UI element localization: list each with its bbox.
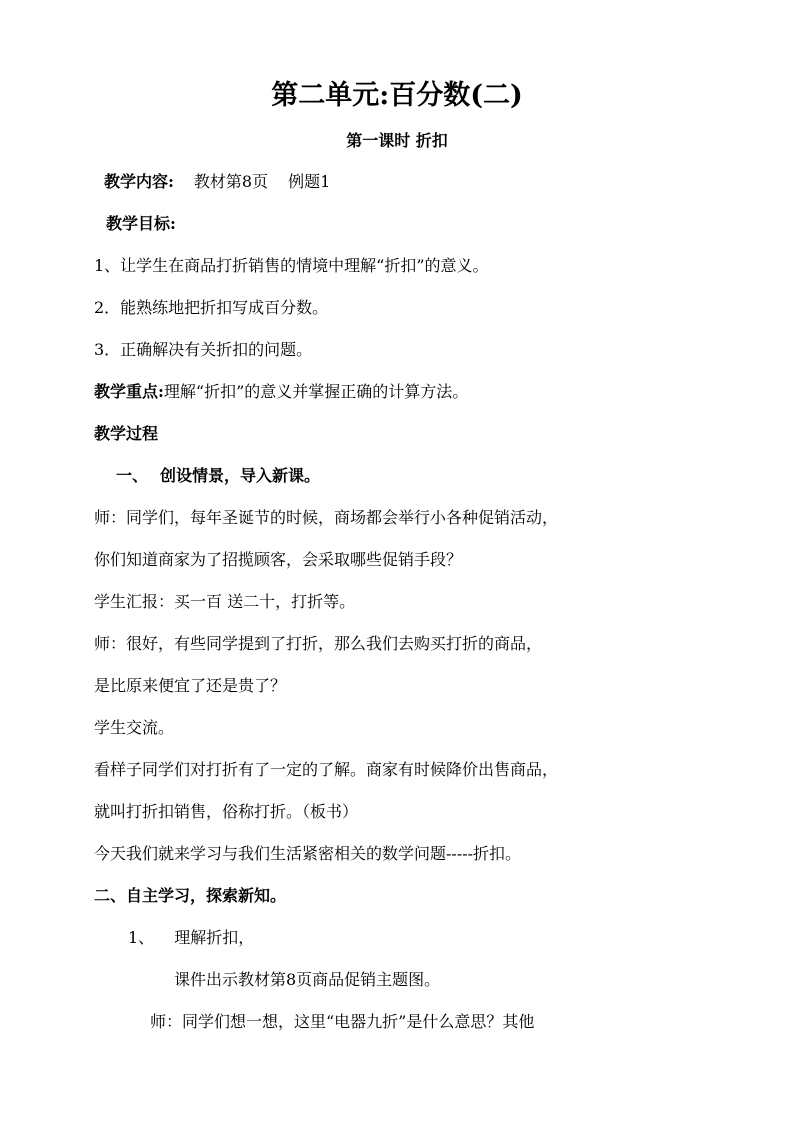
section1-title: 创设情景，导入新课。 xyxy=(160,466,321,485)
lesson-subtitle: 第一课时 折扣 xyxy=(346,131,448,150)
key-point-text: 理解“折扣”的意义并掌握正确的计算方法。 xyxy=(163,382,469,401)
paragraph: 是比原来便宜了还是贵了？ xyxy=(94,676,287,695)
page-title: 第二单元:百分数(二) xyxy=(271,80,523,111)
paragraph: 今天我们就来学习与我们生活紧密相关的数学问题-----折扣。 xyxy=(94,844,522,863)
section1-heading xyxy=(116,466,320,486)
teaching-content-row xyxy=(104,172,330,192)
paragraph: 师：同学们，每年圣诞节的时候，商场都会举行小各种促销活动， xyxy=(94,508,559,527)
section1-number: 一、 xyxy=(116,466,149,485)
sub-section-heading xyxy=(128,928,254,948)
objective-item: 1、让学生在商品打折销售的情境中理解“折扣”的意义。 xyxy=(94,256,489,275)
teaching-content-example: 例题1 xyxy=(288,172,331,191)
objective-item: 2．能熟练地把折扣写成百分数。 xyxy=(94,298,329,317)
process-heading: 教学过程 xyxy=(94,424,159,443)
objective-item: 3．正确解决有关折扣的问题。 xyxy=(94,340,313,359)
sub-section-title: 理解折扣， xyxy=(174,928,255,947)
teaching-content-label: 教学内容: xyxy=(104,172,174,191)
courseware-line: 课件出示教材第8页商品促销主题图。 xyxy=(174,970,441,989)
sub-section-number: 1、 xyxy=(128,928,155,947)
teaching-content-material: 教材第8页 xyxy=(193,172,269,191)
teacher-question: 师：同学们想一想，这里“电器九折”是什么意思？其他 xyxy=(150,1012,535,1031)
key-point-label: 教学重点: xyxy=(94,382,164,401)
paragraph: 学生交流。 xyxy=(94,718,175,737)
objectives-heading: 教学目标: xyxy=(106,214,176,233)
key-point-row xyxy=(94,382,468,402)
paragraph: 师：很好，有些同学提到了打折，那么我们去购买打折的商品， xyxy=(94,634,543,653)
paragraph: 看样子同学们对打折有了一定的了解。商家有时候降价出售商品， xyxy=(94,760,559,779)
paragraph: 你们知道商家为了招揽顾客，会采取哪些促销手段？ xyxy=(94,550,463,569)
section2-heading: 二、自主学习，探索新知。 xyxy=(94,886,287,905)
paragraph: 学生汇报：买一百 送二十，打折等。 xyxy=(94,592,356,611)
paragraph: 就叫打折扣销售，俗称打折。（板书） xyxy=(94,802,359,821)
